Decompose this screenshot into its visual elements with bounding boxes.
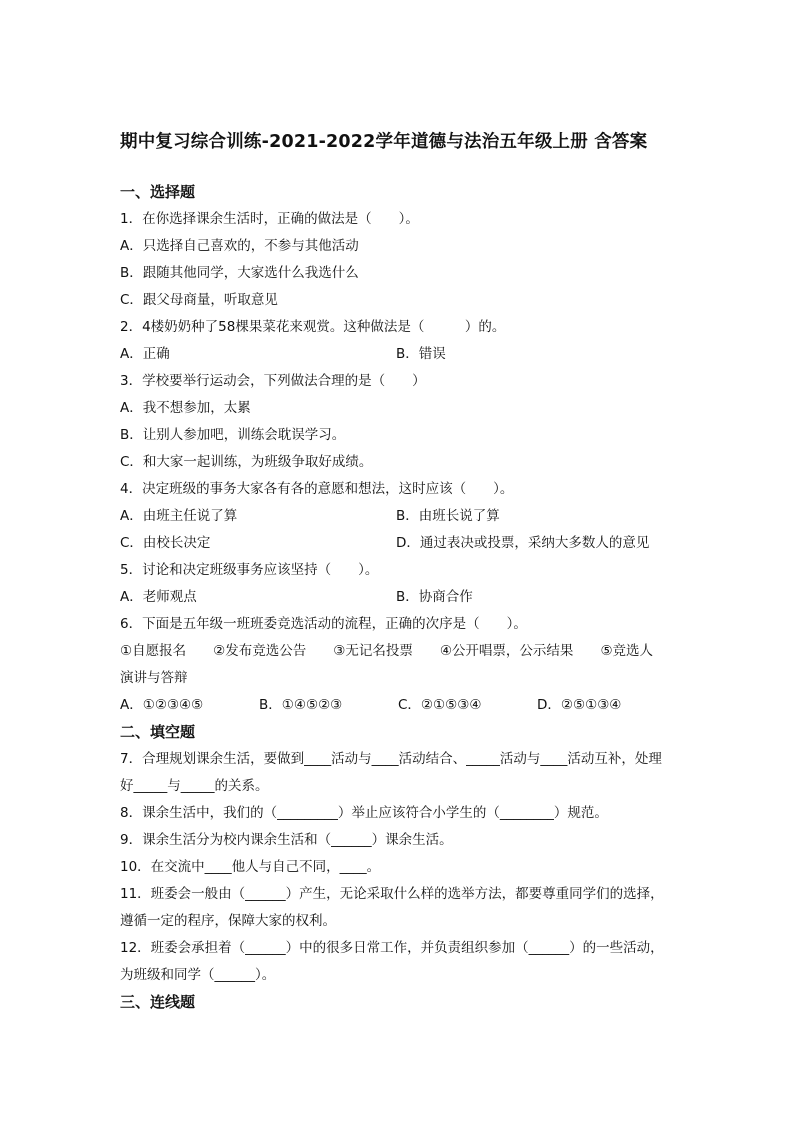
question-3-stem: 3．学校要举行运动会，下列做法合理的是（ ） (120, 373, 426, 389)
question-6-options (120, 692, 680, 719)
question-3-option-a: A．我不想参加，太累 (120, 400, 251, 416)
question-6-option-c: C．②①⑤③④ (398, 697, 482, 713)
section-heading-matching: 三、连线题 (120, 993, 196, 1011)
question-2-stem: 2．4楼奶奶种了58棵果菜花来观赏。这种做法是（ ）的。 (120, 319, 506, 335)
question-3-option-c: C．和大家一起训练，为班级争取好成绩。 (120, 454, 373, 470)
question-4-stem: 4．决定班级的事务大家各有各的意愿和想法，这时应该（ ）。 (120, 481, 514, 497)
question-6-step-5-continued: 演讲与答辩 (120, 670, 188, 686)
document-title: 期中复习综合训练-2021-2022学年道德与法治五年级上册 含答案 (120, 132, 648, 152)
question-6-step-5: ⑤竞选人 (600, 643, 654, 659)
question-7-line-2: 好_____与_____的关系。 (120, 778, 269, 794)
question-4-option-b: B．由班长说了算 (396, 508, 500, 524)
question-3-option-b: B．让别人参加吧，训练会耽误学习。 (120, 427, 346, 443)
question-6-step-3: ③无记名投票 (333, 643, 413, 659)
question-12-line-1: 12．班委会承担着（______）中的很多日常工作，并负责组织参加（______）的一些活动， (120, 940, 664, 956)
section-heading-fill-in: 二、填空题 (120, 723, 196, 741)
question-1-option-a: A．只选择自己喜欢的，不参与其他活动 (120, 238, 359, 254)
question-11-line-2: 遵循一定的程序，保障大家的权利。 (120, 913, 336, 929)
question-6-steps (120, 638, 680, 665)
question-6-option-a: A．①②③④⑤ (120, 697, 204, 713)
question-11-line-1: 11．班委会一般由（______）产生，无论采取什么样的选举方法，都要尊重同学们的选择， (120, 886, 664, 902)
question-5-options (120, 584, 680, 611)
question-1-option-b: B．跟随其他同学，大家选什么我选什么 (120, 265, 359, 281)
question-2-option-b: B．错误 (396, 346, 446, 362)
section-heading-multiple-choice: 一、选择题 (120, 183, 196, 201)
question-6-option-b: B．①④⑤②③ (259, 697, 343, 713)
question-6-step-1: ①自愿报名 (120, 643, 187, 659)
question-4-options-row-2 (120, 530, 680, 557)
question-4-option-d: D．通过表决或投票，采纳大多数人的意见 (396, 535, 650, 551)
question-4-options-row-1 (120, 503, 680, 530)
question-1-option-c: C．跟父母商量，听取意见 (120, 292, 278, 308)
question-5-stem: 5．讨论和决定班级事务应该坚持（ ）。 (120, 562, 379, 578)
question-8: 8．课余生活中，我们的（_________）举止应该符合小学生的（________）规范。 (120, 805, 608, 821)
question-10: 10．在交流中____他人与自己不同，____。 (120, 859, 381, 875)
question-6-step-2: ②发布竞选公告 (213, 643, 307, 659)
question-4-option-c: C．由校长决定 (120, 535, 211, 551)
question-6-option-d: D．②⑤①③④ (537, 697, 622, 713)
question-1-stem: 1．在你选择课余生活时，正确的做法是（ ）。 (120, 211, 419, 227)
question-4-option-a: A．由班主任说了算 (120, 508, 238, 524)
question-6-step-4: ④公开唱票，公示结果 (439, 643, 574, 659)
question-2-option-a: A．正确 (120, 346, 170, 362)
question-12-line-2: 为班级和同学（______）。 (120, 967, 276, 983)
question-9: 9．课余生活分为校内课余生活和（______）课余生活。 (120, 832, 453, 848)
question-7-line-1: 7．合理规划课余生活，要做到____活动与____活动结合、_____活动与____活动互补，处理 (120, 751, 662, 767)
question-5-option-b: B．协商合作 (396, 589, 473, 605)
question-6-stem: 6．下面是五年级一班班委竞选活动的流程，正确的次序是（ ）。 (120, 616, 527, 632)
question-2-options (120, 341, 680, 368)
document-content (120, 179, 680, 1016)
question-5-option-a: A．老师观点 (120, 589, 197, 605)
